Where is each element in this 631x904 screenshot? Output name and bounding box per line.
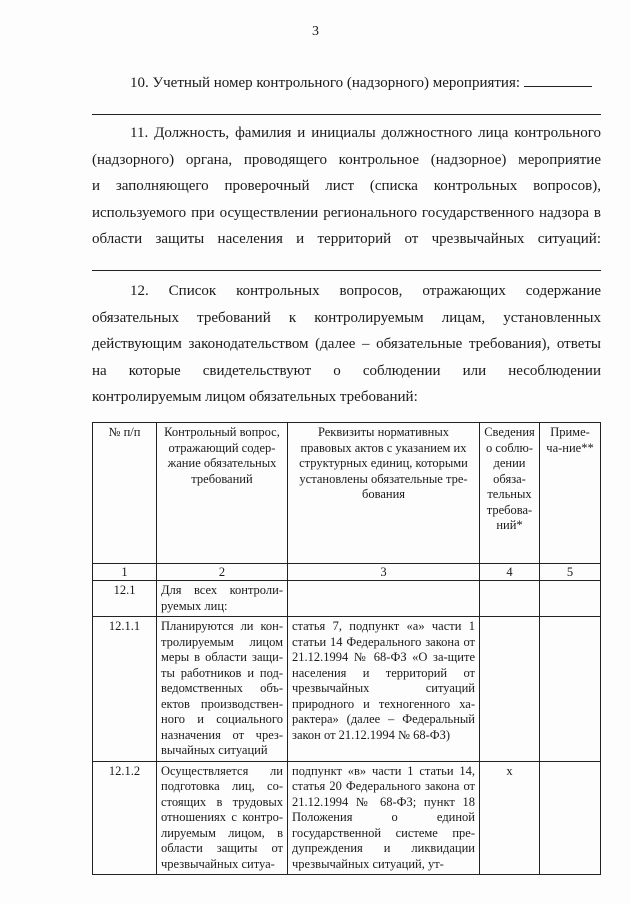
item-10-text: 10. Учетный номер контрольного (надзорного) мероприятия: [130, 75, 521, 91]
item-10-blank-line [524, 72, 592, 87]
column-number-row [93, 564, 601, 581]
item-12-line: 12. Список контрольных вопросов, отражающих содержание [130, 283, 601, 299]
item-11 [92, 120, 601, 253]
row-note-cell[interactable] [540, 581, 601, 617]
item-11-line: и заполняющего проверочный лист (списка контрольных вопросов), [92, 178, 601, 194]
item-10 [92, 70, 601, 97]
table-header-row [93, 423, 601, 564]
page-number: 3 [312, 24, 319, 39]
row-compliance-cell[interactable] [480, 581, 540, 617]
table-row [93, 581, 601, 617]
row-requisites: статья 7, подпункт «а» части 1 статьи 14 Федерального закона от 21.12.1994 № 68-ФЗ «О за-щите населения и территорий от чрезвычайных ситуаций природного и техногенного ха-рактера» (далее – Федеральный закон от 21.12.1994 № 68-ФЗ) [288, 617, 480, 762]
row-num: 12.1.2 [93, 761, 157, 875]
item-12-line: контролируемым лицом обязательных требований: [92, 389, 418, 405]
row-question: Для всех контроли-руемых лиц: [157, 581, 288, 617]
row-note-cell[interactable] [540, 761, 601, 875]
column-number: 1 [93, 564, 157, 581]
item-12-line: на которые свидетельствуют о соблюдении или несоблюдении [92, 362, 601, 379]
item-12 [92, 278, 601, 411]
column-number: 5 [540, 564, 601, 581]
row-compliance-cell[interactable] [480, 617, 540, 762]
item-12-line: действующим законодательством (далее – обязательные требования), ответы [92, 336, 601, 352]
item-11-line: 11. Должность, фамилия и инициалы должностного лица контрольного [130, 125, 601, 141]
header-compliance: Сведения о соблю-дении обяза-тельных требова-ний* [480, 423, 540, 564]
row-compliance-cell[interactable]: x [480, 761, 540, 875]
checklist-table [92, 422, 601, 875]
column-number: 2 [157, 564, 288, 581]
row-requisites: подпункт «в» части 1 статьи 14, статья 20 Федерального закона от 21.12.1994 № 68-ФЗ; пункт 18 Положения о единой государственной системе пре-дупреждения и ликвидации чрезвычайных ситуаций, ут- [288, 761, 480, 875]
item-11-line: области защиты населения и территорий от чрезвычайных ситуаций: [92, 231, 601, 247]
row-note-cell[interactable] [540, 617, 601, 762]
item-12-line: обязательных требований к контролируемым лицам, установленных [92, 309, 601, 326]
row-requisites [288, 581, 480, 617]
column-number: 3 [288, 564, 480, 581]
table-row [93, 617, 601, 762]
header-num: № п/п [93, 423, 157, 564]
item-11-underline [92, 270, 601, 271]
header-note: Приме-ча-ние** [540, 423, 601, 564]
row-question: Планируются ли кон-тролируемым лицом меры в области защи-ты работников и под-ведомственных объ-ектов производствен-ного и социального назначения от чрез-вычайных ситуаций [157, 617, 288, 762]
column-number: 4 [480, 564, 540, 581]
header-requisites: Реквизиты нормативных правовых актов с указанием их структурных единиц, которыми установлены обязательные тре-бования [288, 423, 480, 564]
header-question: Контрольный вопрос, отражающий содер-жание обязательных требований [157, 423, 288, 564]
item-11-line: используемого при осуществлении регионального государственного надзора в [92, 204, 601, 221]
row-num: 12.1.1 [93, 617, 157, 762]
item-11-line: (надзорного) органа, проводящего контрольное (надзорное) мероприятие [92, 151, 601, 168]
row-num: 12.1 [93, 581, 157, 617]
item-10-underline [92, 114, 601, 115]
row-question: Осуществляется ли подготовка лиц, со-стоящих в трудовых отношениях с контро-лируемым лицом, в области защиты от чрезвычайных ситуа- [157, 761, 288, 875]
table-row [93, 761, 601, 875]
